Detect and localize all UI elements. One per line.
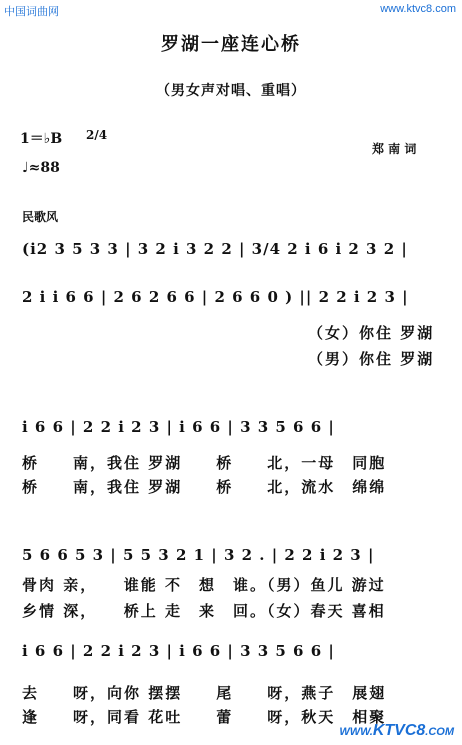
- tempo-marking: ♩≈88: [22, 160, 60, 176]
- lyric-line-4a: 去 呀，向你 摆摆 尾 呀，燕子 展翅: [22, 684, 387, 702]
- lyric-line-3a: 骨肉 亲， 谁能 不 想 谁。（男）鱼儿 游过: [22, 576, 386, 594]
- lyric-line-1a: （女）你住 罗湖: [308, 324, 435, 342]
- song-subtitle: （男女声对唱、重唱）: [156, 83, 306, 99]
- style-marking: 民歌风: [22, 210, 59, 224]
- lyric-line-1b: （男）你住 罗湖: [308, 350, 435, 368]
- ktvc8-logo: WWW.KTVC8.COM: [339, 722, 454, 739]
- score-line-5: i 6 6 | 2 2 i 2 3 | i 6 6 | 3 3 5 6 6 |: [22, 642, 335, 660]
- lyric-line-2a: 桥 南，我住 罗湖 桥 北，一母 同胞: [22, 454, 387, 472]
- score-line-3: i 6 6 | 2 2 i 2 3 | i 6 6 | 3 3 5 6 6 |: [22, 418, 335, 436]
- lyric-line-4b: 逢 呀，同看 花吐 蕾 呀，秋天 相聚: [22, 708, 387, 726]
- lyric-line-2b: 桥 南，我住 罗湖 桥 北，流水 绵绵: [22, 478, 387, 496]
- watermark-left: 中国词曲网: [4, 6, 59, 18]
- lyric-line-3b: 乡情 深， 桥上 走 来 回。（女）春天 喜相: [22, 602, 386, 620]
- score-line-2: 2 i i 6 6 | 2 6 2 6 6 | 2 6 6 0 ) || 2 2 i 2 3 |: [22, 288, 409, 306]
- time-signature: 2/4: [86, 128, 108, 142]
- watermark-right: www.ktvc8.com: [380, 3, 456, 15]
- song-title: 罗湖一座连心桥: [161, 34, 301, 55]
- score-line-1: (i2 3 5 3 3 | 3 2 i 3 2 2 | 3/4 2 i 6 i 2 3 2 |: [22, 240, 408, 258]
- score-line-4: 5 6 6 5 3 | 5 5 3 2 1 | 3 2 . | 2 2 i 2 3 |: [22, 546, 375, 564]
- key-signature: 1＝♭B: [20, 131, 63, 147]
- lyricist-credit: 郑 南 词: [372, 142, 417, 156]
